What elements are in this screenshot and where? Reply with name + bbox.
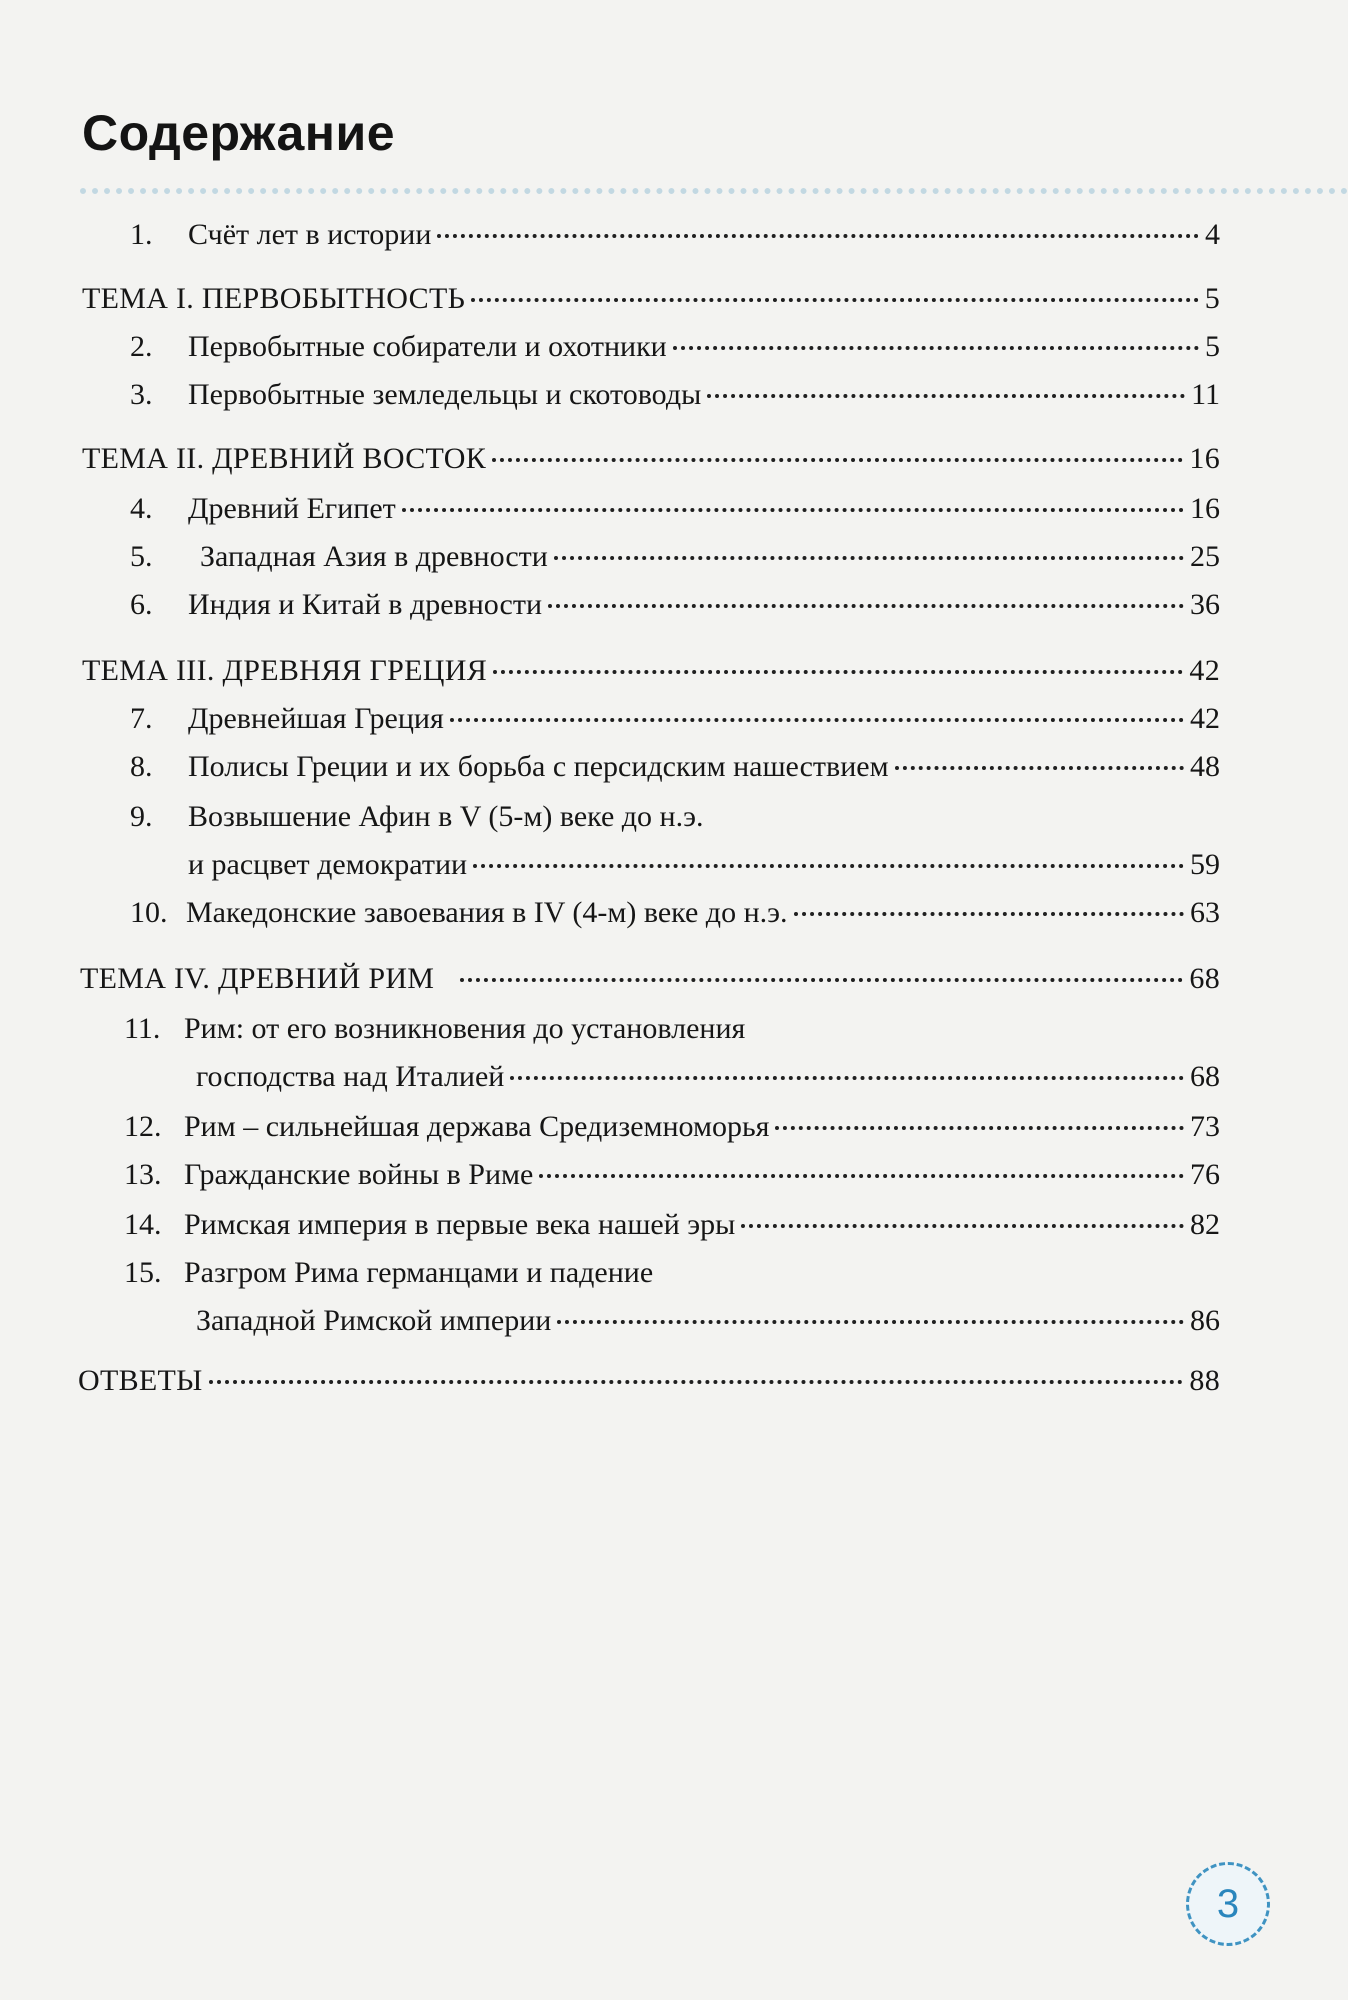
toc-entry-title: Западная Азия в древности (200, 540, 548, 573)
toc-entry-page: 76 (1190, 1158, 1220, 1191)
toc-entry-continuation[interactable] (188, 850, 1220, 880)
toc-entry[interactable] (130, 704, 1220, 734)
toc-entry-page: 11 (1191, 378, 1220, 411)
dotted-leader (473, 864, 1184, 868)
toc-entry-title: Возвышение Афин в V (5-м) веке до н.э. (188, 800, 704, 833)
toc-entry-number: 15. (124, 1256, 162, 1289)
toc-entry-title: Полисы Греции и их борьба с персидским нашествием (188, 750, 889, 783)
toc-section-heading[interactable] (82, 444, 1220, 474)
toc-entry[interactable] (124, 1112, 1220, 1142)
dotted-leader (707, 394, 1185, 398)
toc-entry-page: 42 (1190, 702, 1220, 735)
toc-entry-number: 8. (130, 750, 153, 783)
toc-entry-title: Рим: от его возникновения до установления (184, 1012, 746, 1045)
toc-entry-page: 82 (1190, 1208, 1220, 1241)
dotted-leader (437, 234, 1199, 238)
toc-entry[interactable] (130, 542, 1220, 572)
toc-entry-number: 7. (130, 702, 153, 735)
toc-entry-page: 73 (1190, 1110, 1220, 1143)
toc-entry-title: Гражданские войны в Риме (184, 1158, 534, 1191)
toc-entry[interactable] (130, 590, 1220, 620)
toc-entry[interactable] (130, 494, 1220, 524)
dotted-leader (209, 1380, 1184, 1384)
toc-entry-page: 16 (1190, 492, 1220, 525)
dotted-leader (460, 978, 1183, 982)
toc-entry-title: Первобытные земледельцы и скотоводы (188, 378, 702, 411)
toc-entry-title: Рим – сильнейшая держава Средиземноморья (184, 1110, 770, 1143)
dotted-leader (554, 556, 1184, 560)
toc-entry-page: 5 (1204, 282, 1220, 315)
toc-entry-title-continuation: Западной Римской империи (196, 1304, 552, 1337)
dotted-leader (741, 1224, 1184, 1228)
toc-entry[interactable] (130, 332, 1220, 362)
toc-entry-number: 4. (130, 492, 153, 525)
toc-entry-number: 3. (130, 378, 153, 411)
toc-entry-page: 63 (1190, 896, 1220, 929)
toc-entry-number: 14. (124, 1208, 162, 1241)
dotted-leader (539, 1174, 1184, 1178)
page-number: 3 (1216, 1881, 1240, 1926)
toc-entry-page: 86 (1190, 1304, 1220, 1337)
dotted-leader (794, 912, 1185, 916)
toc-entry-first-line[interactable] (124, 1258, 1220, 1288)
toc-entry-page: 48 (1190, 750, 1220, 783)
toc-entry-title-continuation: и расцвет демократии (188, 848, 468, 881)
toc-entry-page: 5 (1205, 330, 1220, 363)
dotted-leader (557, 1320, 1184, 1324)
toc-entry-number: 6. (130, 588, 153, 621)
toc-entry-number: 5. (130, 540, 153, 573)
toc-entry-title: Счёт лет в истории (188, 218, 432, 251)
toc-section-title: ТЕМА I. ПЕРВОБЫТНОСТЬ (82, 282, 466, 315)
toc-entry-page: 88 (1189, 1364, 1220, 1397)
toc-entry-page: 4 (1205, 218, 1220, 251)
toc-entry-page: 16 (1189, 442, 1220, 475)
toc-section-heading[interactable] (82, 284, 1220, 314)
toc-entry-number: 13. (124, 1158, 162, 1191)
toc-entry-continuation[interactable] (196, 1306, 1220, 1336)
dotted-leader (402, 508, 1184, 512)
toc-entry-title-continuation: господства над Италией (196, 1060, 505, 1093)
toc-entry-page: 42 (1189, 654, 1220, 687)
toc-entry-number: 11. (124, 1012, 161, 1045)
bleed-through-dotted-rule (80, 188, 1348, 194)
dotted-leader (492, 458, 1183, 462)
toc-entry[interactable] (130, 898, 1220, 928)
toc-entry-number: 1. (130, 218, 153, 251)
toc-entry-title: Древнейшая Греция (188, 702, 444, 735)
toc-section-title: ТЕМА III. ДРЕВНЯЯ ГРЕЦИЯ (82, 654, 488, 687)
toc-entry-page: 25 (1190, 540, 1220, 573)
toc-entry-title: Римская империя в первые века нашей эры (184, 1208, 736, 1241)
toc-entry-title: Первобытные собиратели и охотники (188, 330, 667, 363)
toc-entry-page: 59 (1190, 848, 1220, 881)
dotted-leader (471, 298, 1199, 302)
dotted-leader (450, 718, 1184, 722)
toc-entry-number: 2. (130, 330, 153, 363)
toc-entry-title: Разгром Рима германцами и падение (184, 1256, 654, 1289)
toc-entry-number: 9. (130, 800, 153, 833)
toc-entry-first-line[interactable] (130, 802, 1220, 832)
dotted-leader (510, 1076, 1184, 1080)
toc-entry[interactable] (124, 1210, 1220, 1240)
toc-entry-title: Древний Египет (188, 492, 396, 525)
toc-entry-page: 36 (1190, 588, 1220, 621)
toc-entry-number: 12. (124, 1110, 162, 1143)
toc-entry-title: Македонские завоевания в IV (4-м) веке до н.э. (186, 896, 788, 929)
dotted-leader (673, 346, 1199, 350)
dotted-leader (548, 604, 1184, 608)
toc-entry[interactable] (124, 1160, 1220, 1190)
toc-entry[interactable] (130, 752, 1220, 782)
toc-section-heading[interactable] (80, 964, 1220, 994)
toc-entry-number: 10. (130, 896, 168, 929)
toc-section-title: ТЕМА II. ДРЕВНИЙ ВОСТОК (82, 442, 487, 475)
page-title: Содержание (82, 105, 396, 161)
toc-entry-continuation[interactable] (196, 1062, 1220, 1092)
toc-section-heading[interactable] (82, 656, 1220, 686)
toc-section-title: ОТВЕТЫ (78, 1364, 203, 1397)
toc-entry-page: 68 (1189, 962, 1220, 995)
toc-entry[interactable] (130, 380, 1220, 410)
dotted-leader (493, 670, 1183, 674)
toc-entry-title: Индия и Китай в древности (188, 588, 542, 621)
toc-entry-page: 68 (1190, 1060, 1220, 1093)
dotted-leader (895, 766, 1184, 770)
toc-entry[interactable] (130, 220, 1220, 250)
toc-entry-first-line[interactable] (124, 1014, 1220, 1044)
toc-section-heading[interactable] (78, 1366, 1220, 1396)
dotted-leader (775, 1126, 1184, 1130)
page-number-badge (1186, 1862, 1270, 1946)
toc-section-title: ТЕМА IV. ДРЕВНИЙ РИМ (80, 962, 435, 995)
